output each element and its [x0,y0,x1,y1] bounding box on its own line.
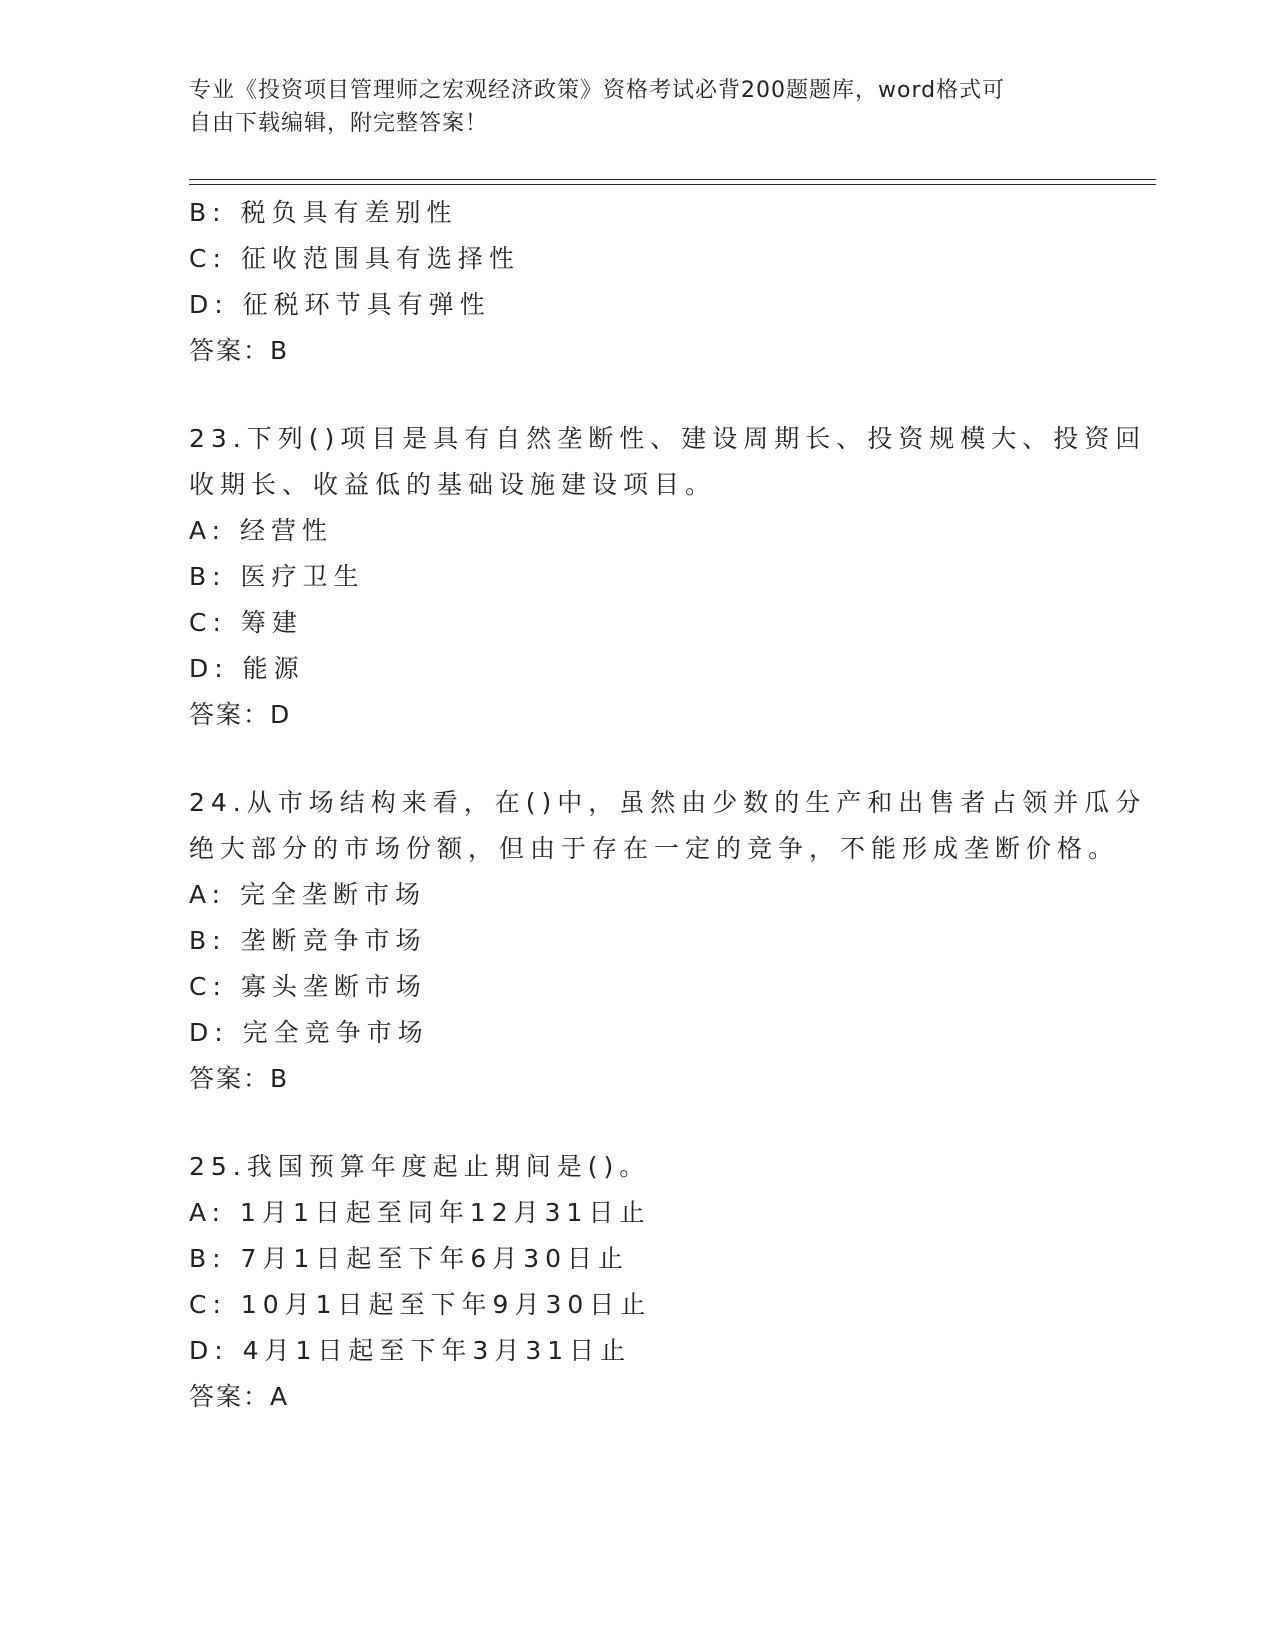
option-b: B: 税负具有差别性 [189,198,458,227]
question-23 [189,416,1147,738]
question-stem-line-1: 25.我国预算年度起止期间是()。 [189,1152,651,1181]
header-rule-bottom [189,184,1156,185]
question-24 [189,780,1147,1102]
document-header [189,74,1069,140]
option-c: C: 征收范围具有选择性 [189,244,520,273]
question-stem-line-1: 24.从市场结构来看，在()中，虽然由少数的生产和出售者占领并瓜分 [189,788,1147,817]
option-c: C: 10月1日起至下年9月30日止 [189,1290,652,1319]
option-d: D: 征税环节具有弹性 [189,290,491,319]
answer: 答案：A [189,1382,290,1411]
question-list [189,190,1147,1420]
option-c: C: 筹建 [189,608,303,637]
question-stem-line-2: 收期长、收益低的基础设施建设项目。 [189,470,717,499]
header-line-2: 自由下载编辑，附完整答案！ [189,111,489,136]
answer: 答案：B [189,1064,290,1093]
option-b: B: 7月1日起至下年6月30日止 [189,1244,630,1273]
question-stem-line-2: 绝大部分的市场份额，但由于存在一定的竞争，不能形成垄断价格。 [189,834,1120,863]
answer: 答案：D [189,700,292,729]
option-d: D: 4月1日起至下年3月31日止 [189,1336,632,1365]
option-a: A: 1月1日起至同年12月31日止 [189,1198,651,1227]
option-d: D: 能源 [189,654,305,683]
option-c: C: 寡头垄断市场 [189,972,427,1001]
question-25 [189,1144,1089,1420]
header-line-1: 专业《投资项目管理师之宏观经济政策》资格考试必背200题题库，word格式可 [189,78,1006,103]
option-d: D: 完全竞争市场 [189,1018,429,1047]
answer: 答案：B [189,336,290,365]
option-a: A: 经营性 [189,516,334,545]
option-a: A: 完全垄断市场 [189,880,427,909]
question-stem-line-1: 23.下列()项目是具有自然垄断性、建设周期长、投资规模大、投资回 [189,424,1147,453]
option-b: B: 垄断竞争市场 [189,926,427,955]
question-22-continued [189,190,1089,374]
header-rule-top [189,179,1156,180]
option-b: B: 医疗卫生 [189,562,365,591]
